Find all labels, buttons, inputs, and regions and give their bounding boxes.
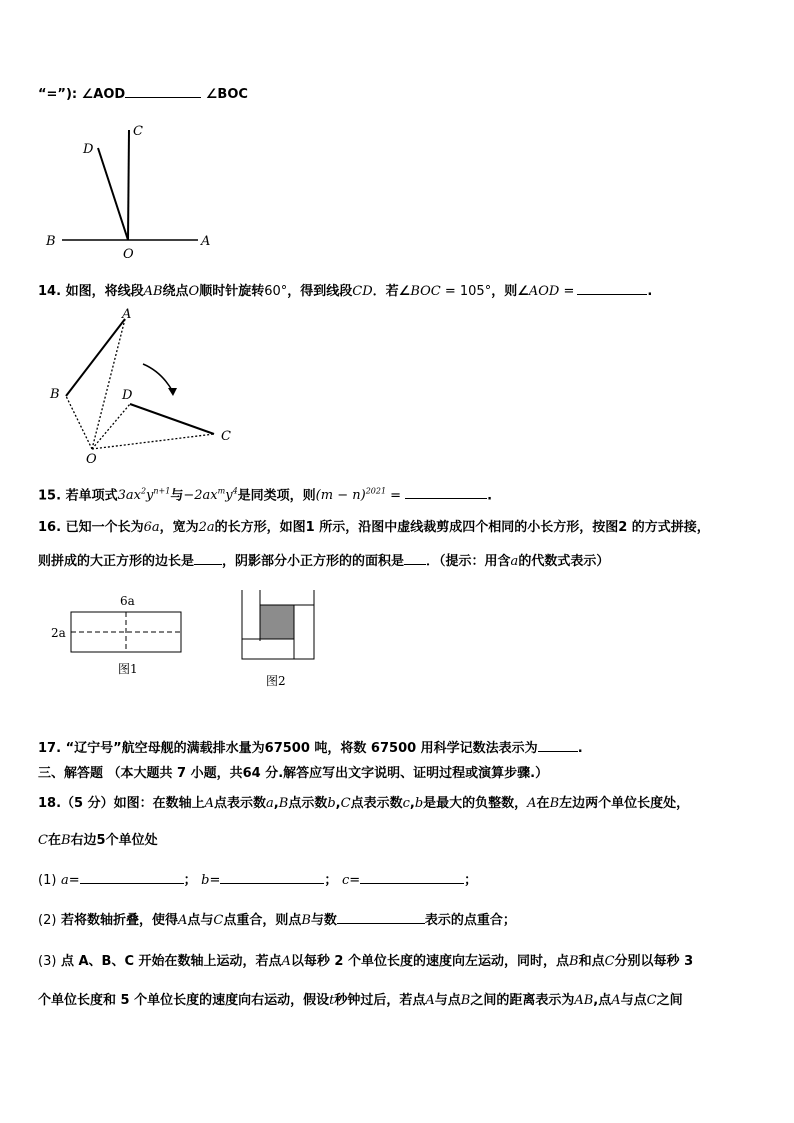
q18-text: 点 A、B、C 开始在数轴上运动，若点 xyxy=(60,954,282,969)
question-number: 14. xyxy=(38,284,62,299)
q18-var: A xyxy=(527,796,537,811)
figure-q13 xyxy=(40,118,230,260)
label-d: D xyxy=(122,388,133,403)
answer-blank[interactable] xyxy=(125,84,201,98)
question-number: 17. xyxy=(38,741,62,756)
q15-monomial-1 xyxy=(118,488,171,503)
q18-text: 左边两个单位长度处， xyxy=(559,796,690,811)
dotted-oc xyxy=(92,434,214,449)
rotation-arrow-icon xyxy=(143,364,173,392)
question-18-line-1 xyxy=(38,795,689,813)
q18-part-2 xyxy=(38,910,516,930)
q18-part-1 xyxy=(38,870,477,890)
part-number: (3) xyxy=(38,954,57,969)
q18-text: 秒钟过后，若点 xyxy=(334,993,426,1008)
line-oc xyxy=(128,130,129,240)
fig2-caption: 图2 xyxy=(266,674,286,688)
q15-expression xyxy=(316,488,386,503)
q18-var: t xyxy=(329,993,335,1008)
question-number: 18. xyxy=(38,796,62,811)
segment-ab xyxy=(66,319,125,396)
question-14 xyxy=(38,281,652,301)
fig1-left-label: 2a xyxy=(51,626,66,640)
label-b: B xyxy=(46,234,56,249)
label-a: A xyxy=(201,234,211,249)
q16-width: 2a xyxy=(198,520,215,535)
q14-ab: AB xyxy=(143,284,163,299)
q18-eq: = xyxy=(68,873,80,888)
q18-part-3-line-1 xyxy=(38,953,693,971)
q14-end: . xyxy=(647,284,653,299)
dotted-od xyxy=(92,404,130,449)
q18-var: A xyxy=(611,993,621,1008)
answer-blank[interactable] xyxy=(405,485,487,499)
q15-mono2-exp: m xyxy=(217,487,226,496)
label-c: C xyxy=(221,429,231,444)
question-15 xyxy=(38,483,492,505)
q17-text: “辽宁号”航空母舰的满载排水量为67500 吨，将数 67500 用科学记数法表示为 xyxy=(65,741,538,756)
q14-o: O xyxy=(188,284,200,299)
q18-part-3-line-2 xyxy=(38,992,683,1010)
q15-mono1-y: y xyxy=(146,488,154,504)
q18-var: B xyxy=(569,954,579,969)
q18-var: B xyxy=(549,796,560,811)
q18-var: b xyxy=(327,796,336,811)
q16-text: 则拼成的大正方形的边长是 xyxy=(38,554,195,569)
question-16-line-2 xyxy=(38,551,609,571)
q18-text: 之间 xyxy=(656,993,683,1008)
q18-text: 若将数轴折叠，使得 xyxy=(60,913,178,928)
q18-text: 与点 xyxy=(620,993,647,1008)
label-o: O xyxy=(123,247,134,260)
q15-text: 与 xyxy=(170,488,184,504)
q15-expr-exp: 2021 xyxy=(365,487,387,496)
q14-text: 顺时针旋转 xyxy=(199,284,265,299)
q14-text: 如图，将线段 xyxy=(65,284,144,299)
answer-blank[interactable] xyxy=(538,738,578,752)
q18-var: c xyxy=(402,796,410,811)
q16-text: 已知一个长为 xyxy=(65,520,144,535)
question-number: 16. xyxy=(38,520,62,535)
q18-text: 与数 xyxy=(310,913,337,928)
q18-var: b xyxy=(414,796,424,811)
question-17 xyxy=(38,738,583,758)
answer-blank[interactable] xyxy=(404,551,426,565)
q18-text: 以每秒 2 个单位长度的速度向左运动，同时，点 xyxy=(290,954,570,969)
q18-text: , xyxy=(273,796,279,811)
answer-blank[interactable] xyxy=(577,281,647,295)
q18-text: , xyxy=(335,796,341,811)
q18-text: , xyxy=(409,796,415,811)
q18-score: （5 分） xyxy=(61,796,114,811)
q14-angle: 60° xyxy=(264,284,288,299)
q18-sep: ； xyxy=(183,873,197,888)
q18-text: 之间的距离表示为 xyxy=(470,993,575,1008)
q18-text: 在 xyxy=(536,796,550,811)
answer-blank[interactable] xyxy=(194,551,222,565)
q16-text: ．（提示：用含 xyxy=(426,554,511,569)
line-od xyxy=(98,148,128,240)
q18-text: 和点 xyxy=(578,954,605,969)
q18-text: 点与 xyxy=(187,913,214,928)
q18-text: 个单位长度和 5 个单位长度的速度向右运动，假设 xyxy=(38,993,330,1008)
figure-q14 xyxy=(40,304,250,466)
q16-text: 的代数式表示） xyxy=(518,554,610,569)
q18-var-b: b xyxy=(201,873,210,888)
q15-text: 若单项式 xyxy=(65,488,118,504)
q18-text: 点重合，则点 xyxy=(223,913,302,928)
q18-eq: = xyxy=(349,873,361,888)
part-number: (1) xyxy=(38,873,57,888)
q15-mono1-exp: 2 xyxy=(140,487,147,496)
q14-eq: = xyxy=(559,284,575,299)
q15-expr: (m − n) xyxy=(315,488,366,504)
q18-eq: = xyxy=(209,873,221,888)
q18-text: 点表示数 xyxy=(350,796,403,811)
fig1-top-label: 6a xyxy=(120,594,135,608)
q15-mono2: −2ax xyxy=(183,488,218,504)
q16-text: 的长方形，如图1 所示，沿图中虚线裁剪成四个相同的小长方形，按图2 的方式拼接， xyxy=(214,520,710,535)
question-16-line-1 xyxy=(38,519,710,537)
q18-var: A xyxy=(425,993,435,1008)
q14-text: ，得到线段 xyxy=(287,284,353,299)
q18-var: C xyxy=(604,954,615,969)
label-o: O xyxy=(86,452,97,466)
label-b: B xyxy=(50,387,60,402)
q14-aod: AOD xyxy=(528,284,560,299)
q18-text: 分别以每秒 3 xyxy=(614,954,694,969)
question-number: 15. xyxy=(38,488,62,504)
label-c: C xyxy=(133,124,143,139)
q15-end: . xyxy=(487,488,493,504)
q18-var: B xyxy=(460,993,471,1008)
q14-text: ．若∠ xyxy=(372,284,411,299)
q18-var: A xyxy=(204,796,215,811)
q13-tail xyxy=(38,84,248,104)
dotted-ob xyxy=(66,396,92,449)
segment-cd xyxy=(130,404,214,434)
q18-text: 点示数 xyxy=(288,796,328,811)
q18-var: B xyxy=(278,796,289,811)
q18-text: 表示的点重合； xyxy=(424,913,516,928)
q13-tail-text: “=”): ∠AOD xyxy=(38,87,126,102)
arrow-head-icon xyxy=(168,388,177,396)
q14-cd: CD xyxy=(352,284,373,299)
q16-var-a: a xyxy=(510,554,519,569)
figure-q16 xyxy=(48,590,328,690)
answer-blank[interactable] xyxy=(337,910,425,924)
q15-text: 是同类项，则 xyxy=(237,488,316,504)
answer-c-blank[interactable] xyxy=(360,870,464,884)
q18-var: C xyxy=(38,833,48,848)
fig2-shaded-square xyxy=(260,605,294,639)
q18-var: A xyxy=(281,954,291,969)
q18-var: AB xyxy=(574,993,594,1008)
q18-var: a xyxy=(266,796,274,811)
q18-sep: ； xyxy=(324,873,338,888)
q18-var: c xyxy=(341,873,350,888)
q15-mono2-yexp: 4 xyxy=(232,487,238,496)
q18-var: C xyxy=(213,913,224,928)
fig1-caption: 图1 xyxy=(118,662,138,676)
q18-text: 在 xyxy=(47,833,61,848)
q14-eq: = 105° xyxy=(440,284,492,299)
q14-boc: BOC xyxy=(410,284,441,299)
q14-text: 绕点 xyxy=(162,284,189,299)
q15-mono1: 3ax xyxy=(117,488,141,504)
q18-text: ,点 xyxy=(593,993,612,1008)
q18-var: C xyxy=(340,796,351,811)
q18-var: C xyxy=(646,993,657,1008)
q18-text: 如图：在数轴上 xyxy=(113,796,205,811)
q18-sep: ； xyxy=(464,873,478,888)
q15-monomial-2 xyxy=(183,488,237,503)
q13-tail-text-2: ∠BOC xyxy=(205,87,248,102)
q18-text: 点表示数 xyxy=(214,796,267,811)
q15-mono1-yexp: n+1 xyxy=(153,487,171,496)
q18-var: a xyxy=(60,873,69,888)
q16-text: ，阴影部分小正方形的的面积是 xyxy=(222,554,405,569)
q15-mono2-y: y xyxy=(225,488,233,504)
label-a: A xyxy=(122,307,132,322)
q18-text: 与点 xyxy=(434,993,461,1008)
q17-end: . xyxy=(577,741,583,756)
q18-text: 右边5个单位处 xyxy=(70,833,158,848)
q14-text: ，则∠ xyxy=(491,284,529,299)
section-header: 三、解答题 （本大题共 7 小题，共64 分.解答应写出文字说明、证明过程或演算步骤.） xyxy=(38,766,549,781)
q18-var: A xyxy=(177,913,188,928)
q18-var: B xyxy=(301,913,311,928)
label-d: D xyxy=(83,142,94,157)
q16-length: 6a xyxy=(143,520,160,535)
q18-text: 是最大的负整数， xyxy=(423,796,528,811)
answer-b-blank[interactable] xyxy=(220,870,324,884)
q18-var: B xyxy=(60,833,71,848)
q16-text: ，宽为 xyxy=(159,520,199,535)
question-18-line-2 xyxy=(38,832,158,850)
part-number: (2) xyxy=(38,913,57,928)
answer-a-blank[interactable] xyxy=(80,870,184,884)
q15-eq: = xyxy=(386,488,402,504)
